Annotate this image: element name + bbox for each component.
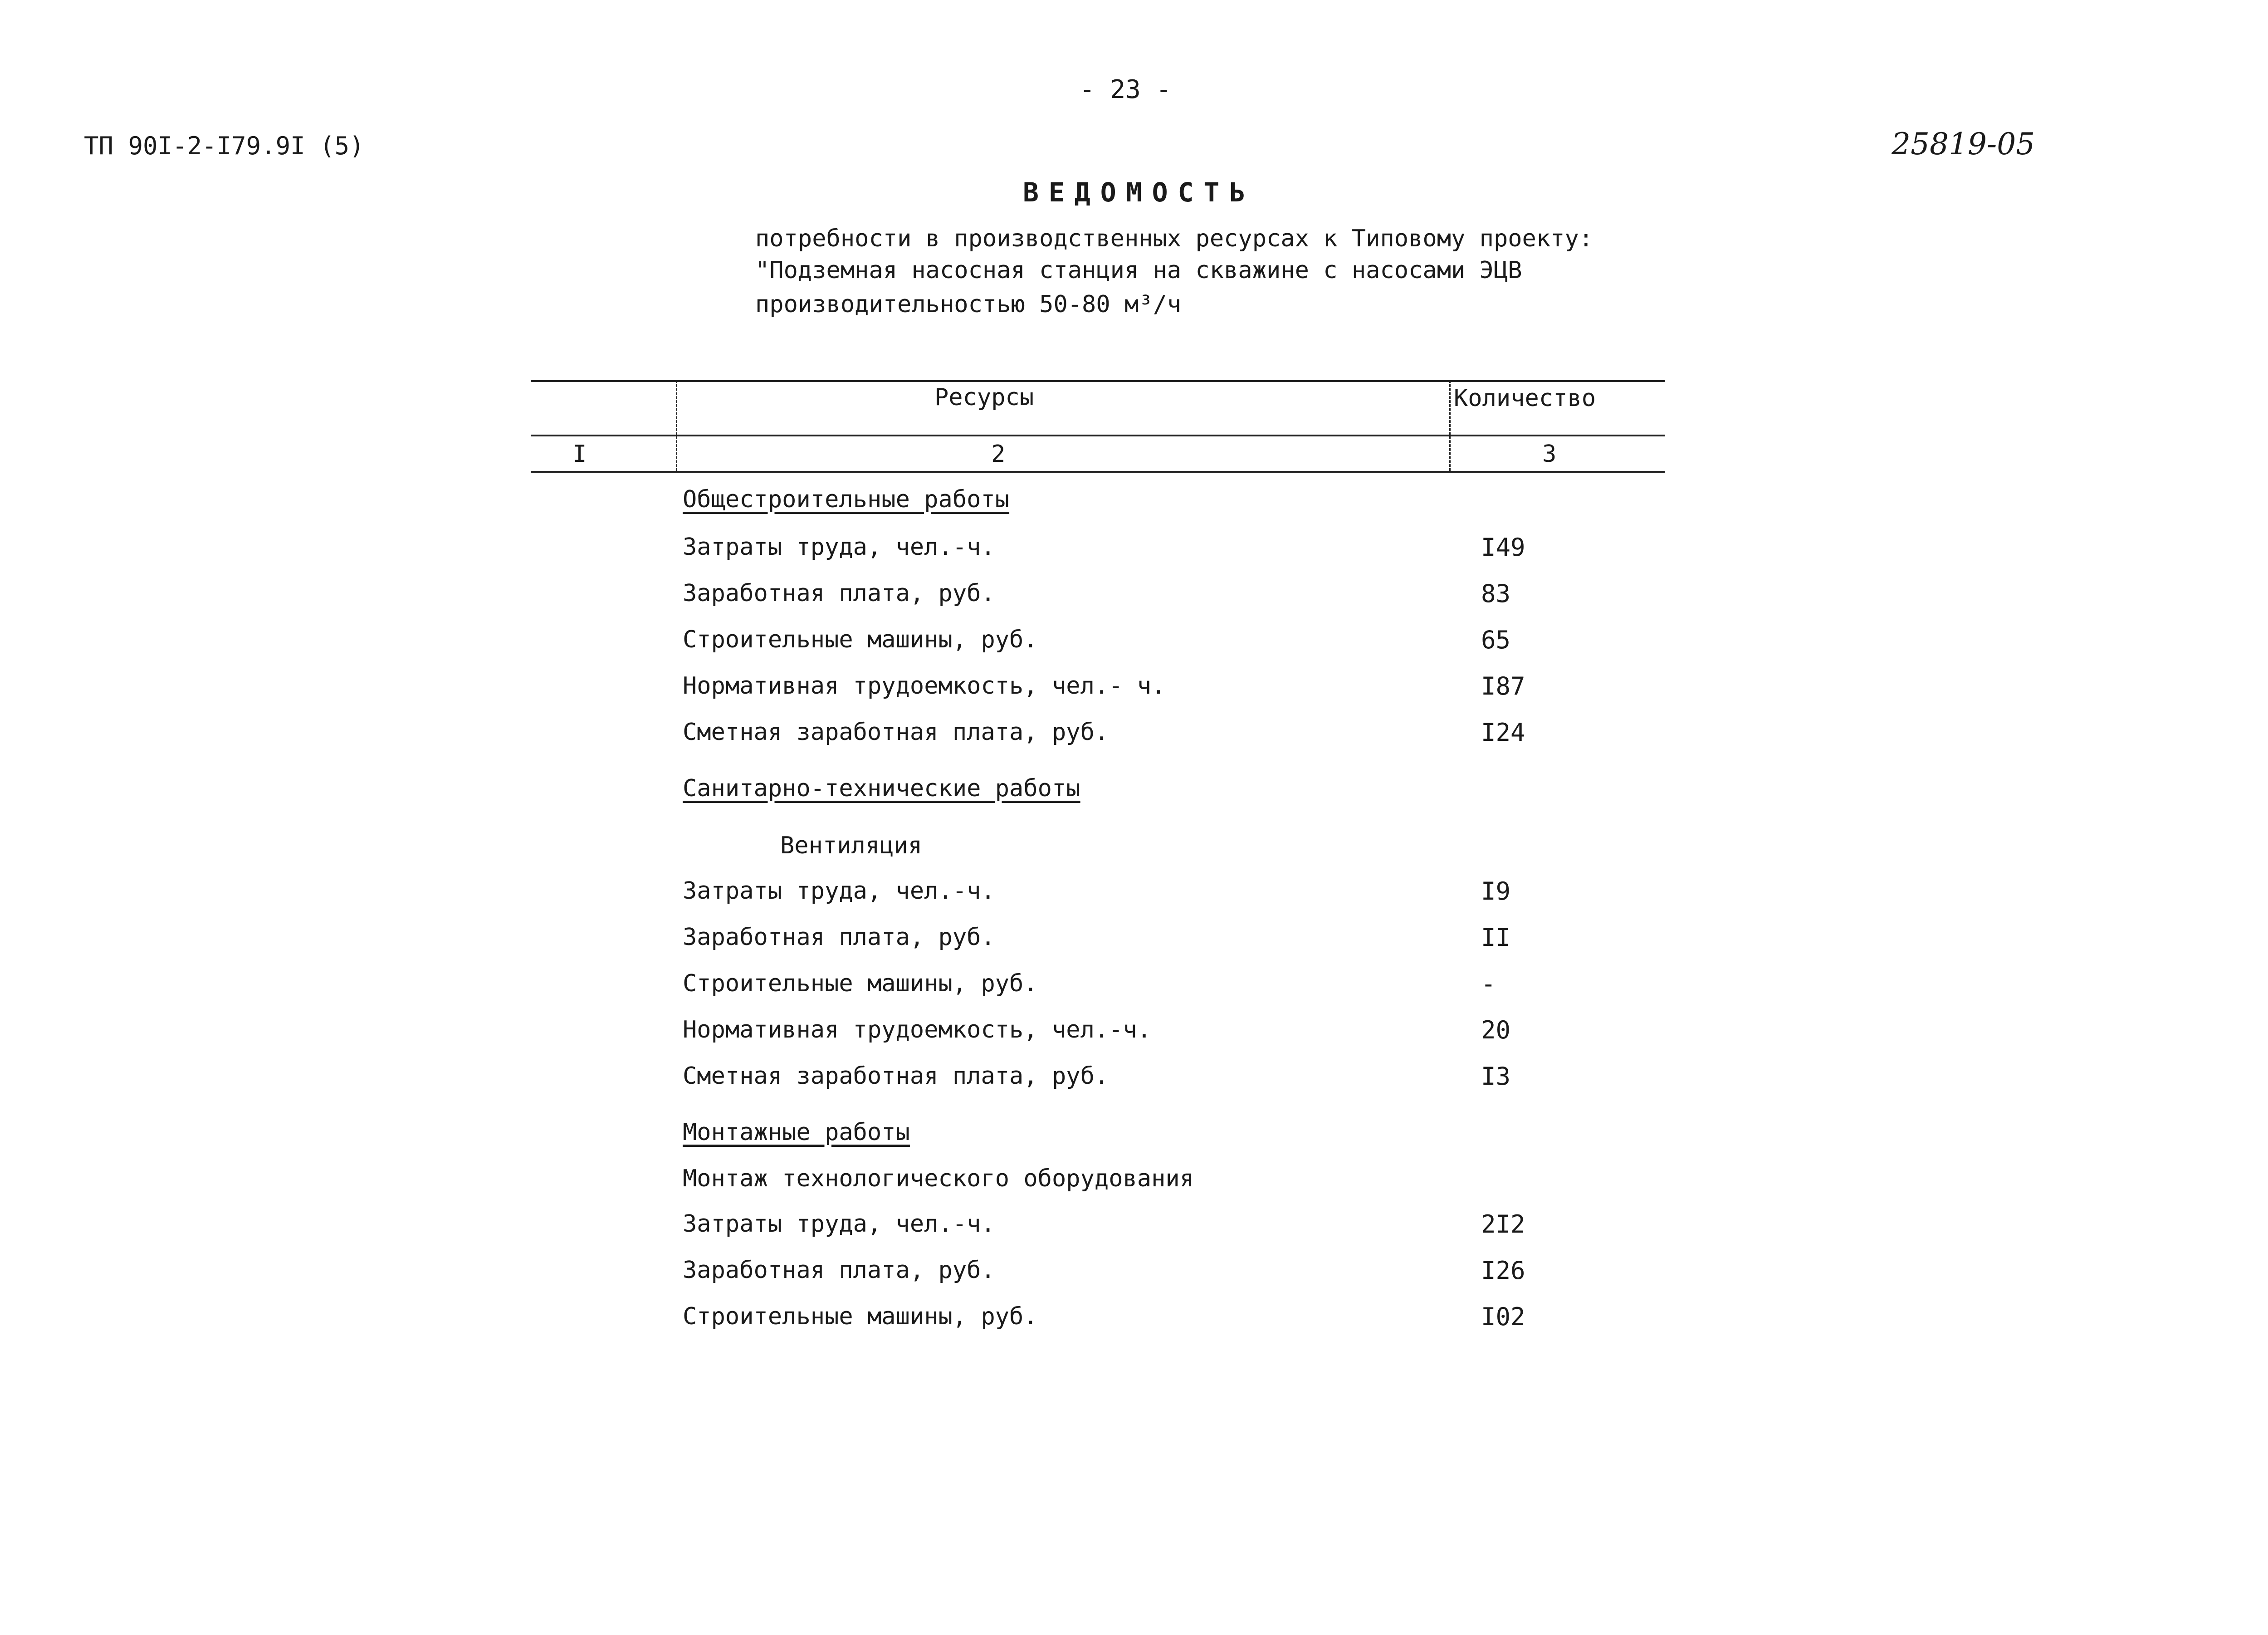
- resource-label: Заработная плата, руб.: [683, 1257, 995, 1284]
- resource-label: Затраты труда, чел.-ч.: [683, 877, 995, 905]
- resource-value: II: [1481, 923, 1511, 952]
- resource-value: I24: [1481, 718, 1525, 747]
- table-top-rule: [531, 380, 1665, 382]
- page-number: - 23 -: [1080, 75, 1172, 104]
- resource-value: 65: [1481, 626, 1511, 654]
- subsection-title: Вентиляция: [780, 832, 923, 859]
- resource-label: Заработная плата, руб.: [683, 580, 995, 607]
- resource-value: -: [1481, 969, 1496, 998]
- column-divider-2: [1449, 380, 1451, 471]
- resource-label: Сметная заработная плата, руб.: [683, 1062, 1109, 1090]
- title-line-3: производительностью 50-80 м³/ч: [755, 291, 1182, 318]
- resource-label: Нормативная трудоемкость, чел.- ч.: [683, 672, 1166, 700]
- column-number-3: 3: [1542, 441, 1557, 468]
- resource-label: Строительные машины, руб.: [683, 626, 1038, 653]
- document-title: ВЕДОМОСТЬ: [1023, 177, 1256, 208]
- column-number-2: 2: [991, 441, 1006, 468]
- resource-value: 83: [1481, 579, 1511, 608]
- table-header-rule: [531, 435, 1665, 436]
- column-header-quantity: Количество: [1454, 385, 1596, 412]
- archive-number: 25819-05: [1892, 127, 2035, 162]
- resource-label: Сметная заработная плата, руб.: [683, 719, 1109, 746]
- section-title: Санитарно-технические работы: [683, 775, 1080, 802]
- table-numbers-rule: [531, 471, 1665, 473]
- resource-value: 2I2: [1481, 1210, 1525, 1238]
- resource-label: Заработная плата, руб.: [683, 924, 995, 951]
- resource-label: Нормативная трудоемкость, чел.-ч.: [683, 1016, 1152, 1043]
- resource-value: I02: [1481, 1302, 1525, 1331]
- resource-label: Строительные машины, руб.: [683, 970, 1038, 997]
- column-number-1: I: [572, 441, 587, 468]
- resource-value: I9: [1481, 877, 1511, 906]
- column-header-resources: Ресурсы: [934, 384, 1034, 411]
- resource-value: I3: [1481, 1062, 1511, 1091]
- resource-label: Затраты труда, чел.-ч.: [683, 534, 995, 561]
- resource-value: I26: [1481, 1256, 1525, 1285]
- title-line-1: потребности в производственных ресурсах к Типовому проекту:: [755, 225, 1593, 252]
- subsection-title: Монтаж технологического оборудования: [683, 1165, 1194, 1192]
- section-title: Монтажные работы: [683, 1119, 910, 1146]
- column-divider-1: [676, 380, 677, 471]
- title-line-2: "Подземная насосная станция на скважине с насосами ЭЦВ: [755, 257, 1522, 284]
- document-code: ТП 90I-2-I79.9I (5): [84, 132, 364, 160]
- resource-label: Затраты труда, чел.-ч.: [683, 1210, 995, 1238]
- resource-label: Строительные машины, руб.: [683, 1303, 1038, 1330]
- resource-value: 20: [1481, 1016, 1511, 1044]
- section-title: Общестроительные работы: [683, 486, 1010, 513]
- resource-value: I87: [1481, 672, 1525, 700]
- resource-value: I49: [1481, 533, 1525, 562]
